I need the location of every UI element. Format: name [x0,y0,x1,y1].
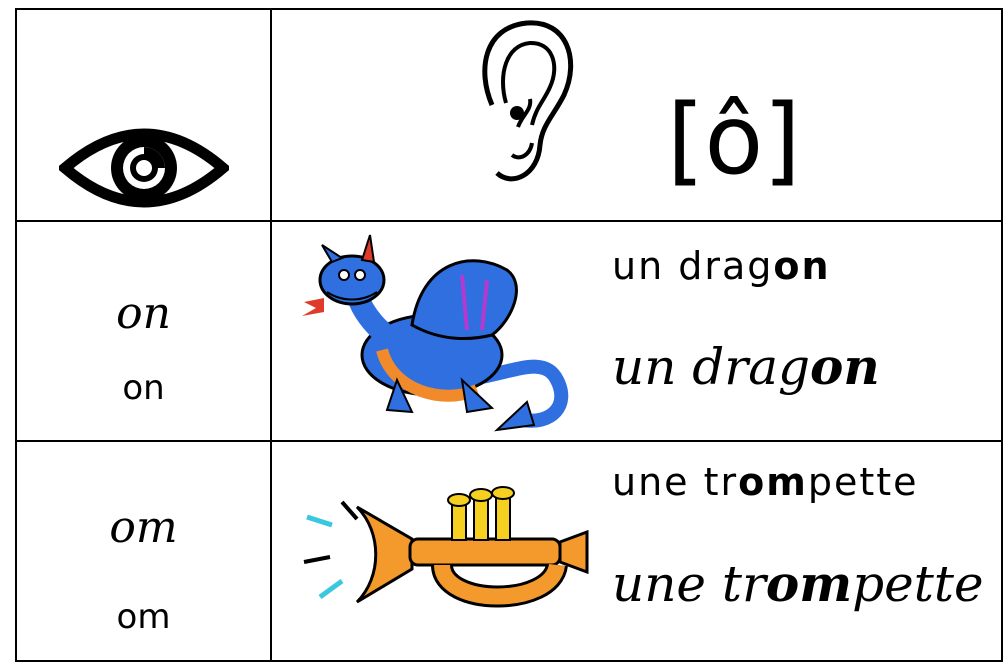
grapheme-cursive-om: om [109,502,178,553]
row-om [16,441,1002,661]
sound-cell [271,9,1002,221]
header-row [16,9,1002,221]
word-print-highlight: on [773,244,831,288]
grapheme-cell-om [16,441,271,661]
word-cursive-dragon [612,337,880,396]
word-cursive-highlight: on [810,337,880,396]
grapheme-cell-on [16,221,271,441]
word-print-part: un drag [612,244,774,288]
word-cursive-part: un drag [612,338,811,396]
word-print-part: pette [807,460,919,504]
word-print-dragon [612,244,831,288]
grapheme-print-om: om [116,597,171,637]
word-cursive-part: pette [852,555,984,613]
row-on [16,221,1002,441]
word-print-highlight: om [738,460,808,504]
phoneme-symbol: [ô] [667,84,801,196]
example-cell-on [271,221,1002,441]
example-cell-om [271,441,1002,661]
word-print-part: une tr [612,460,739,504]
ear-icon [472,15,582,190]
word-cursive-trumpet [612,554,984,613]
grapheme-cursive-on: on [116,288,171,339]
word-cursive-part: une tr [612,555,766,613]
dragon-picture [302,230,582,435]
trumpet-picture [302,477,592,627]
eye-cell [16,9,271,221]
grapheme-print-on: on [122,368,165,408]
word-cursive-highlight: om [765,554,853,613]
phonics-table [15,8,1003,662]
eye-icon [59,118,229,218]
word-print-trumpet [612,460,919,504]
